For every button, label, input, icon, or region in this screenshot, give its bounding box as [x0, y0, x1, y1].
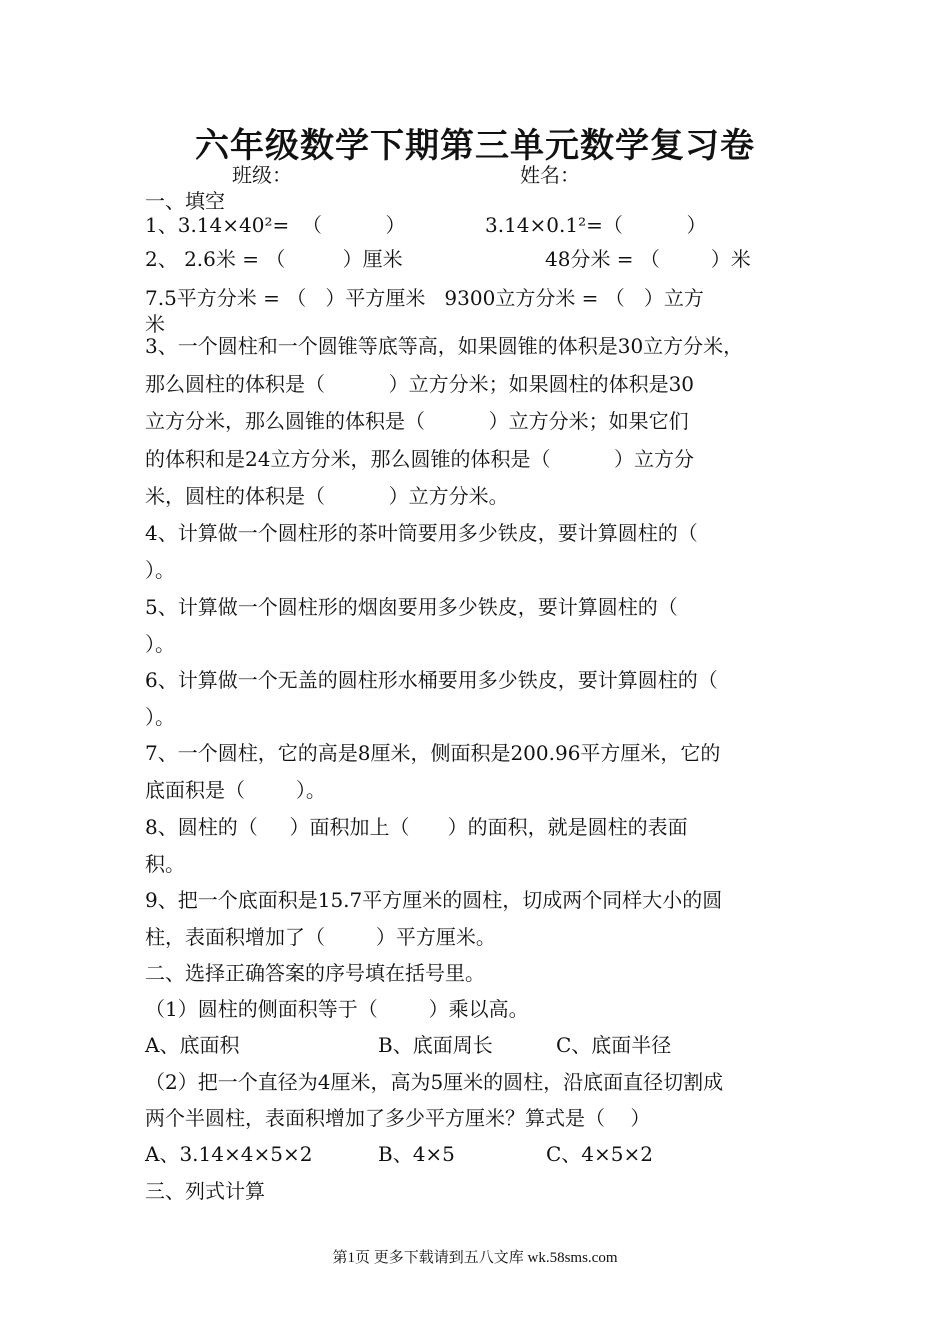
page-title: 六年级数学下期第三单元数学复习卷: [195, 126, 755, 166]
question-9-line: 柱，表面积增加了（ ）平方厘米。: [145, 925, 496, 949]
choice-option-a: A、3.14×4×5×2: [145, 1142, 313, 1166]
section-2-heading: 二、选择正确答案的序号填在括号里。: [145, 961, 485, 985]
question-7-line: 底面积是（ ）。: [145, 778, 326, 802]
question-4-line: 4、计算做一个圆柱形的茶叶筒要用多少铁皮，要计算圆柱的（: [145, 521, 698, 545]
question-1a: 1、3.14×40²= （ ）: [145, 213, 406, 237]
question-2a: 2、 2.6米 = （ ）厘米: [145, 247, 403, 271]
question-3-line: 那么圆柱的体积是（ ）立方分米；如果圆柱的体积是30: [145, 372, 695, 396]
question-3-line: 的体积和是24立方分米，那么圆锥的体积是（ ）立方分: [145, 447, 695, 471]
question-1b: 3.14×0.1²=（ ）: [485, 213, 707, 237]
page-footer: 第1页 更多下载请到五八文库 wk.58sms.com: [332, 1250, 618, 1266]
question-6-line: 6、计算做一个无盖的圆柱形水桶要用多少铁皮，要计算圆柱的（: [145, 668, 718, 692]
choice-option-c: C、底面半径: [556, 1033, 672, 1057]
choice-question-2-line: （2）把一个直径为4厘米，高为5厘米的圆柱，沿底面直径切割成: [145, 1070, 724, 1094]
question-3-line: 米，圆柱的体积是（ ）立方分米。: [145, 484, 509, 508]
question-2b: 48分米 = （ ）米: [545, 247, 751, 271]
question-4-line: ）。: [145, 558, 175, 582]
question-3-line: 立方分米，那么圆锥的体积是（ ）立方分米；如果它们: [145, 409, 689, 433]
question-5-line: ）。: [145, 632, 175, 656]
class-field-label: 班级：: [232, 163, 292, 187]
section-3-heading: 三、列式计算: [145, 1179, 265, 1203]
question-8-line: 8、圆柱的（ ）面积加上（ ）的面积，就是圆柱的表面: [145, 815, 688, 839]
choice-option-a: A、底面积: [145, 1033, 240, 1057]
section-1-heading: 一、填空: [145, 189, 225, 213]
question-5-line: 5、计算做一个圆柱形的烟囱要用多少铁皮，要计算圆柱的（: [145, 595, 678, 619]
choice-question-1: （1）圆柱的侧面积等于（ ）乘以高。: [145, 997, 529, 1021]
choice-option-c: C、4×5×2: [546, 1142, 653, 1166]
name-field-label: 姓名：: [520, 163, 580, 187]
question-7-line: 7、一个圆柱，它的高是8厘米，侧面积是200.96平方厘米，它的: [145, 741, 721, 765]
question-8-line: 积。: [145, 852, 185, 876]
question-2c: 7.5平方分米 = （ ）平方厘米 9300立方分米 = （ ）立方: [145, 286, 704, 310]
choice-option-b: B、4×5: [378, 1142, 455, 1166]
choice-question-2-line: 两个半圆柱，表面积增加了多少平方厘米？算式是（ ）: [145, 1106, 651, 1130]
question-2c-wrap: 米: [145, 312, 165, 336]
question-9-line: 9、把一个底面积是15.7平方厘米的圆柱，切成两个同样大小的圆: [145, 888, 723, 912]
choice-option-b: B、底面周长: [378, 1033, 493, 1057]
question-6-line: ）。: [145, 705, 175, 729]
question-3-line: 3、一个圆柱和一个圆锥等底等高，如果圆锥的体积是30立方分米，: [145, 334, 744, 358]
